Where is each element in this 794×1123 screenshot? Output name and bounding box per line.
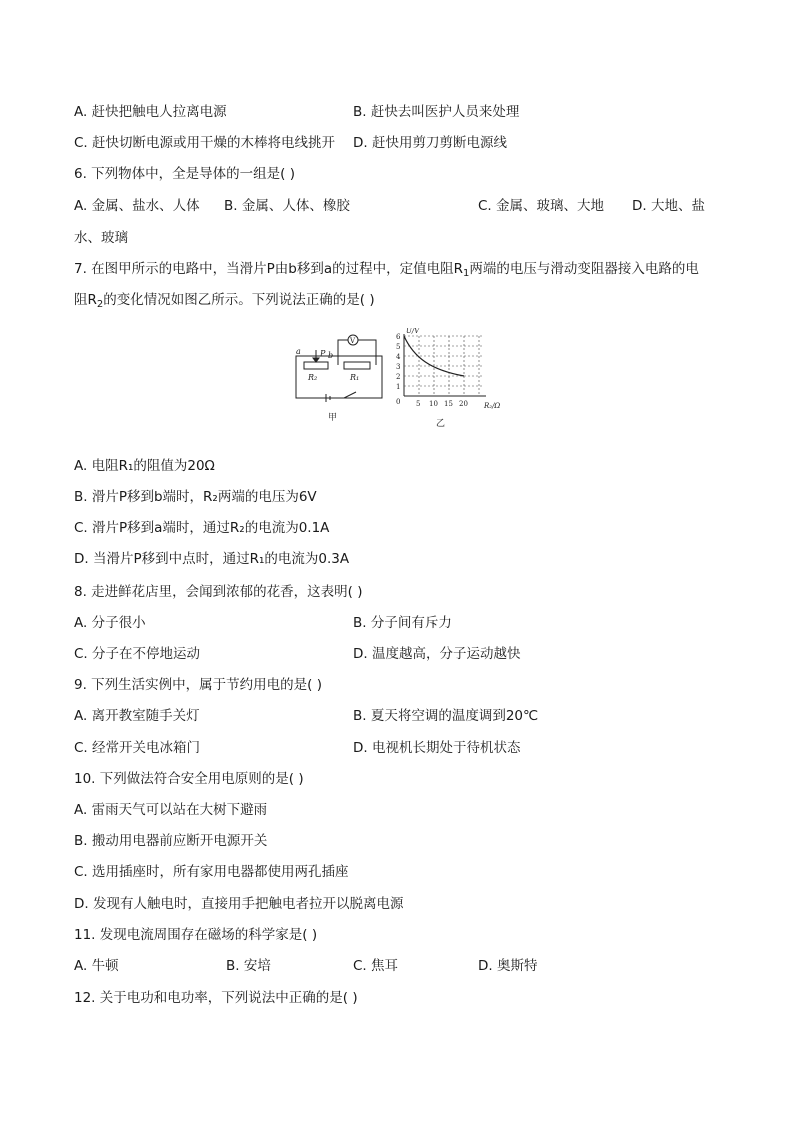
q11-option-b: B. 安培 (226, 958, 271, 974)
x-tick-0: 0 (396, 398, 401, 406)
label-voltmeter: V (350, 337, 356, 345)
x-tick-20: 20 (459, 400, 468, 408)
q9-option-c: C. 经常开关电冰箱门 (74, 740, 201, 756)
q5-option-b: B. 赶快去叫医护人员来处理 (353, 104, 520, 120)
q9-option-a: A. 离开教室随手关灯 (74, 708, 200, 724)
switch (344, 392, 356, 398)
resistor-r1 (344, 362, 370, 369)
q6-option-c: C. 金属、玻璃、大地 (478, 198, 605, 214)
x-tick-5: 5 (416, 400, 421, 408)
q11-option-d: D. 奥斯特 (478, 958, 538, 974)
q11-option-a: A. 牛顿 (74, 958, 119, 974)
q10-option-c: C. 选用插座时，所有家用电器都使用两孔插座 (74, 864, 349, 880)
q5-option-a: A. 赶快把触电人拉离电源 (74, 104, 227, 120)
q8-option-d: D. 温度越高，分子运动越快 (353, 646, 521, 662)
label-y-axis: U/V (406, 328, 420, 335)
q10-stem: 10. 下列做法符合安全用电原则的是( ) (74, 771, 304, 787)
x-tick-15: 15 (444, 400, 453, 408)
q12-stem: 12. 关于电功和电功率，下列说法中正确的是( ) (74, 990, 358, 1006)
label-point-b: b (328, 351, 334, 360)
q5-option-d: D. 赶快用剪刀剪断电源线 (353, 135, 507, 151)
q7-option-b: B. 滑片P移到b端时，R₂两端的电压为6V (74, 489, 317, 505)
y-tick-6: 6 (396, 333, 401, 341)
q6-option-d: D. 大地、盐 (632, 198, 705, 214)
q7-option-a: A. 电阻R₁的阻值为20Ω (74, 458, 215, 474)
q6-stem: 6. 下列物体中，全是导体的一组是( ) (74, 166, 295, 182)
label-circuit-jia: 甲 (328, 413, 338, 423)
q7-stem-line1: 7. 在图甲所示的电路中，当滑片P由b移到a的过程中，定值电阻$R_1$两端的电压与滑动变阻器接入电路的电 (74, 261, 699, 279)
q11-stem: 11. 发现电流周围存在磁场的科学家是( ) (74, 927, 318, 943)
q11-option-c: C. 焦耳 (353, 958, 399, 974)
q5-option-c: C. 赶快切断电源或用干燥的木棒将电线挑开 (74, 135, 336, 151)
label-graph-yi: 乙 (436, 419, 446, 429)
q6-option-d-continued: 水、玻璃 (74, 230, 128, 246)
label-x-axis: R₂/Ω (484, 402, 501, 410)
resistor-r2 (304, 362, 328, 369)
q7-option-c: C. 滑片P移到a端时，通过R₂的电流为0.1A (74, 520, 330, 536)
voltmeter-wire-left (338, 340, 348, 365)
y-tick-5: 5 (396, 343, 401, 351)
q7-figure (286, 328, 506, 430)
q10-option-b: B. 搬动用电器前应断开电源开关 (74, 833, 268, 849)
q6-option-a: A. 金属、盐水、人体 (74, 198, 200, 214)
label-point-a: a (296, 347, 301, 356)
q8-stem: 8. 走进鲜花店里，会闻到浓郁的花香，这表明( ) (74, 584, 363, 600)
label-slider-p: P (320, 349, 326, 358)
q7-figure-svg (286, 328, 506, 430)
q10-option-d: D. 发现有人触电时，直接用手把触电者拉开以脱离电源 (74, 896, 404, 912)
q8-option-a: A. 分子很小 (74, 615, 146, 631)
graph-grid (404, 336, 484, 396)
y-tick-3: 3 (396, 363, 401, 371)
q9-stem: 9. 下列生活实例中，属于节约用电的是( ) (74, 677, 322, 693)
label-r1: R₁ (350, 373, 360, 382)
q9-option-b: B. 夏天将空调的温度调到20℃ (353, 708, 539, 724)
q7-option-d: D. 当滑片P移到中点时，通过R₁的电流为0.3A (74, 551, 350, 567)
label-r2: R₂ (308, 373, 318, 382)
q7-stem-line2: 阻$R_2$的变化情况如图乙所示。下列说法正确的是( ) (74, 292, 375, 310)
q8-option-b: B. 分子间有斥力 (353, 615, 452, 631)
slider-arrow (313, 358, 319, 362)
y-tick-4: 4 (396, 353, 401, 361)
y-tick-2: 2 (396, 373, 401, 381)
q10-option-a: A. 雷雨天气可以站在大树下避雨 (74, 802, 268, 818)
voltmeter-wire-right (358, 340, 376, 365)
y-tick-1: 1 (396, 383, 401, 391)
q9-option-d: D. 电视机长期处于待机状态 (353, 740, 521, 756)
q8-option-c: C. 分子在不停地运动 (74, 646, 201, 662)
x-tick-10: 10 (429, 400, 438, 408)
q6-option-b: B. 金属、人体、橡胶 (224, 198, 350, 214)
